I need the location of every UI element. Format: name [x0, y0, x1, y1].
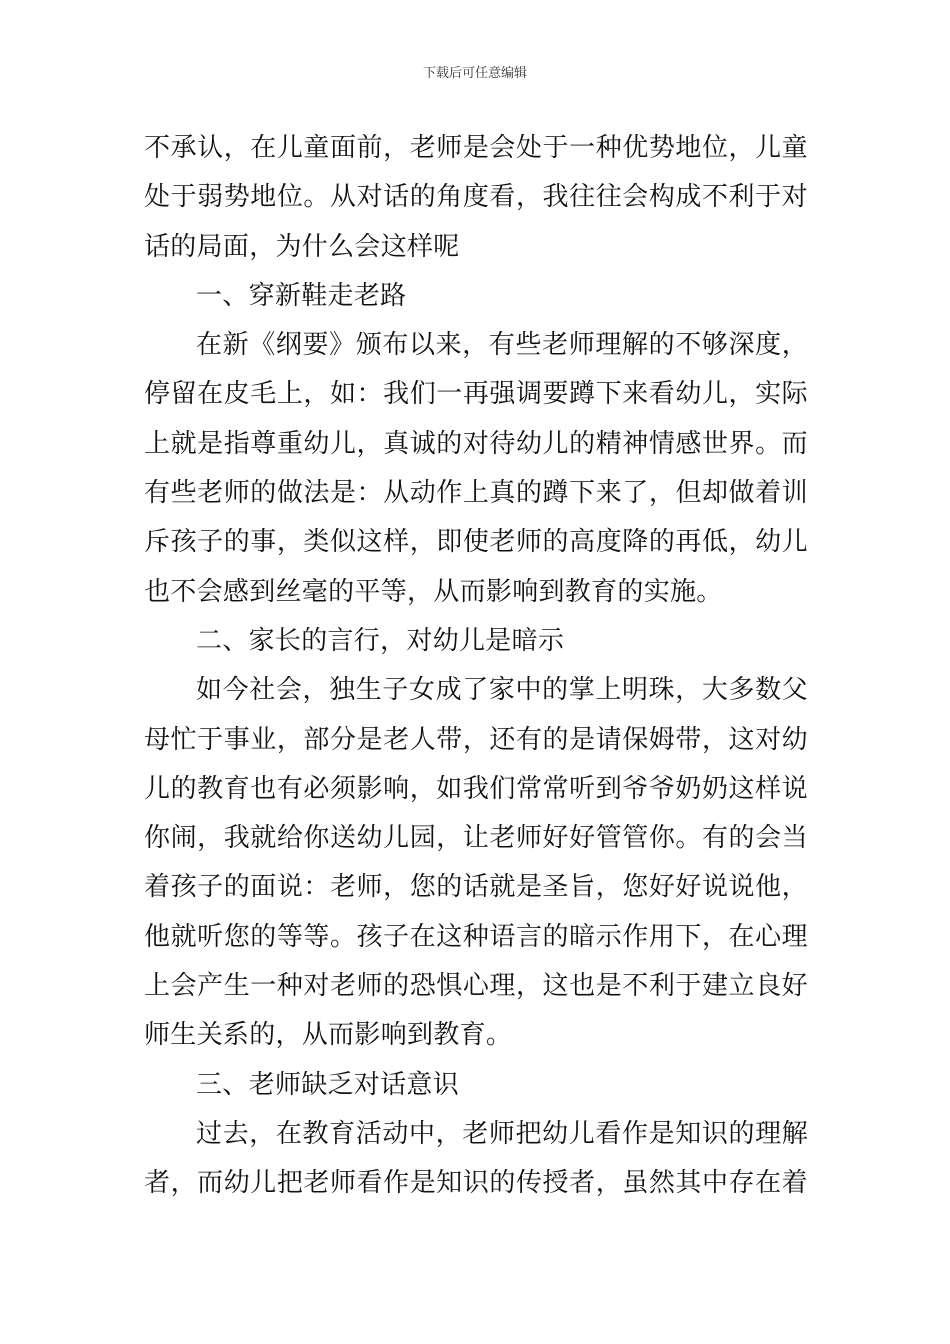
- text-line: 有些老师的做法是：从动作上真的蹲下来了，但却做着训: [144, 478, 808, 509]
- text-line: 儿的教育也有必须影响，如我们常常听到爷爷奶奶这样说: [144, 773, 808, 804]
- section-heading-3: 三、老师缺乏对话意识: [196, 1069, 460, 1100]
- text-line: 斥孩子的事，类似这样，即使老师的高度降的再低，幼儿: [144, 527, 808, 558]
- text-line: 也不会感到丝毫的平等，从而影响到教育的实施。: [144, 576, 723, 607]
- page-header-note: 下载后可任意编辑: [422, 66, 527, 81]
- text-line: 上会产生一种对老师的恐惧心理，这也是不利于建立良好: [144, 971, 808, 1002]
- text-line: 如今社会，独生子女成了家中的掌上明珠，大多数父: [196, 675, 808, 706]
- text-line: 你闹，我就给你送幼儿园，让老师好好管管你。有的会当: [144, 823, 808, 854]
- text-line: 停留在皮毛上，如：我们一再强调要蹲下来看幼儿，实际: [144, 379, 808, 410]
- text-line: 上就是指尊重幼儿，真诚的对待幼儿的精神情感世界。而: [144, 428, 808, 459]
- text-line: 着孩子的面说：老师，您的话就是圣旨，您好好说说他，: [144, 872, 808, 903]
- text-line: 母忙于事业，部分是老人带，还有的是请保姆带，这对幼: [144, 724, 808, 755]
- text-line: 在新《纲要》颁布以来，有些老师理解的不够深度，: [196, 330, 808, 361]
- text-line: 师生关系的，从而影响到教育。: [144, 1020, 513, 1051]
- text-line: 话的局面，为什么会这样呢: [144, 231, 460, 262]
- section-heading-2: 二、家长的言行，对幼儿是暗示: [196, 625, 565, 656]
- section-heading-1: 一、穿新鞋走老路: [196, 280, 407, 311]
- text-line: 过去，在教育活动中，老师把幼儿看作是知识的理解: [196, 1118, 808, 1149]
- text-line: 者，而幼儿把老师看作是知识的传授者，虽然其中存在着: [144, 1168, 808, 1199]
- text-line: 处于弱势地位。从对话的角度看，我往往会构成不利于对: [144, 182, 808, 213]
- document-body: [144, 124, 808, 1209]
- text-line: 不承认，在儿童面前，老师是会处于一种优势地位，儿童: [144, 133, 808, 163]
- text-line: 他就听您的等等。孩子在这种语言的暗示作用下，在心理: [144, 921, 808, 952]
